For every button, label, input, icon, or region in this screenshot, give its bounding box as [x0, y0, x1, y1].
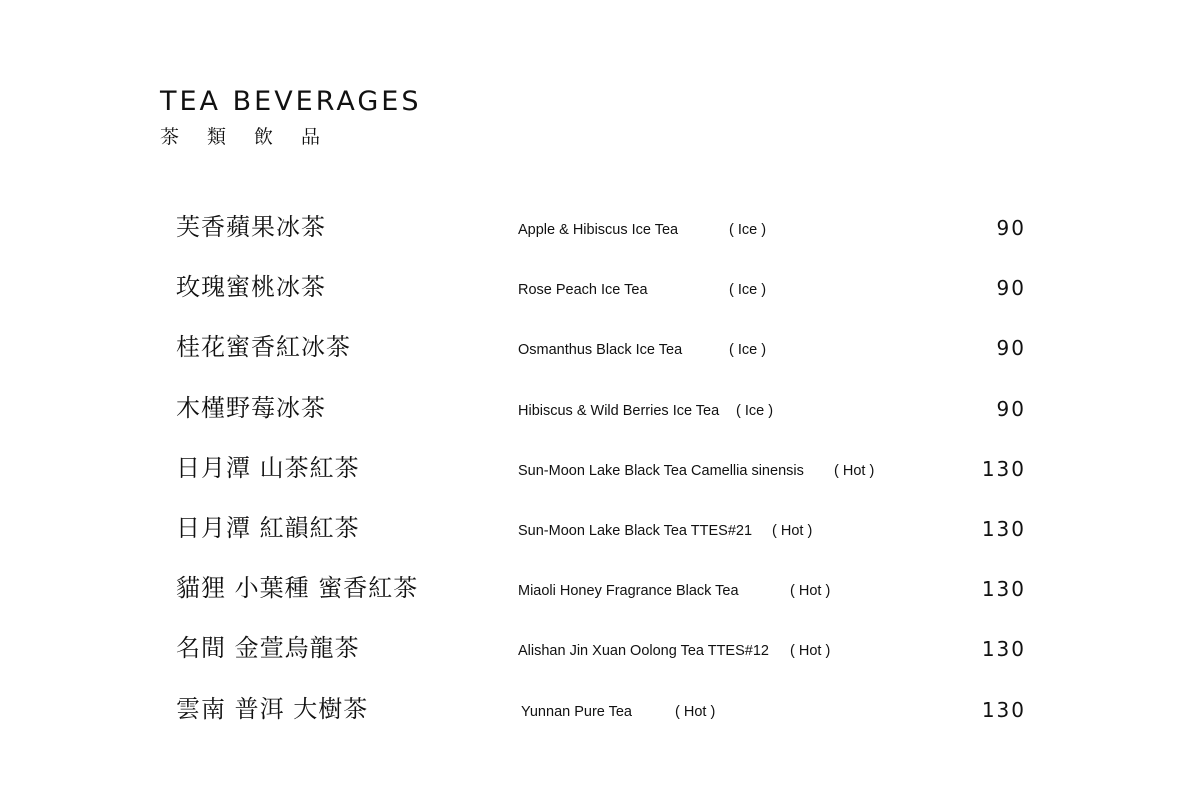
item-price: 130 — [981, 577, 1026, 602]
item-name-zh: 桂花蜜香紅冰茶 — [176, 333, 351, 362]
item-name-en: Alishan Jin Xuan Oolong Tea TTES#12 — [518, 643, 769, 660]
menu-item — [0, 258, 1200, 318]
item-name-en: Sun-Moon Lake Black Tea TTES#21 — [518, 522, 753, 539]
item-name-zh: 雲南 普洱 大樹茶 — [176, 694, 369, 723]
item-temperature: ( Ice ) — [736, 402, 774, 419]
item-name-en: Sun-Moon Lake Black Tea Camellia sinensis — [518, 462, 804, 479]
menu-item — [0, 559, 1200, 619]
item-temperature: ( Hot ) — [790, 643, 831, 660]
menu-item — [0, 439, 1200, 499]
item-name-en: Apple & Hibiscus Ice Tea — [518, 222, 679, 238]
item-price: 90 — [996, 216, 1026, 240]
item-name-en: Miaoli Honey Fragrance Black Tea — [518, 583, 739, 600]
item-temperature: ( Ice ) — [729, 282, 767, 299]
item-temperature: ( Hot ) — [834, 462, 875, 479]
item-temperature: ( Hot ) — [772, 522, 813, 539]
item-name-zh: 貓狸 小葉種 蜜香紅茶 — [176, 574, 419, 603]
menu-item — [0, 318, 1200, 378]
menu-item — [0, 619, 1200, 679]
item-name-zh: 玫瑰蜜桃冰茶 — [176, 273, 326, 302]
item-price: 130 — [981, 516, 1026, 541]
item-name-en: Yunnan Pure Tea — [521, 703, 632, 720]
item-price: 90 — [996, 336, 1026, 361]
menu-list — [0, 198, 1200, 740]
item-name-en: Rose Peach Ice Tea — [518, 282, 648, 299]
item-name-en: Osmanthus Black Ice Tea — [518, 342, 683, 359]
item-price: 90 — [996, 276, 1026, 301]
item-name-zh: 名間 金萱烏龍茶 — [176, 634, 360, 663]
item-temperature: ( Hot ) — [675, 703, 716, 720]
item-name-zh: 日月潭 山茶紅茶 — [176, 453, 360, 482]
menu-item — [0, 379, 1200, 439]
item-temperature: ( Ice ) — [729, 222, 767, 238]
item-price: 130 — [981, 456, 1026, 481]
item-price: 130 — [981, 697, 1026, 722]
item-name-en: Hibiscus & Wild Berries Ice Tea — [518, 402, 720, 419]
item-price: 130 — [981, 637, 1026, 662]
item-temperature: ( Hot ) — [790, 583, 831, 600]
page-subtitle: 茶類飲品 — [160, 126, 349, 148]
item-price: 90 — [996, 396, 1026, 421]
menu-header — [160, 86, 422, 150]
item-name-zh: 木槿野莓冰茶 — [176, 393, 326, 422]
page-title: TEA BEVERAGES — [160, 86, 422, 117]
item-name-zh: 芙香蘋果冰茶 — [176, 213, 326, 241]
menu-item — [0, 198, 1200, 258]
item-name-zh: 日月潭 紅韻紅茶 — [176, 513, 360, 542]
menu-item — [0, 499, 1200, 559]
item-temperature: ( Ice ) — [729, 342, 767, 359]
menu-item — [0, 680, 1200, 740]
